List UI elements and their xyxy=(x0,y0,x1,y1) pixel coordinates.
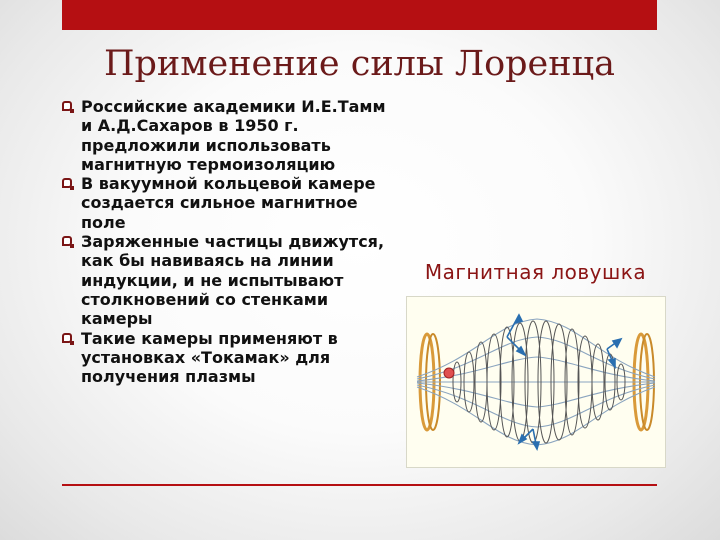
bottom-accent-rule xyxy=(62,484,657,486)
bullet-item xyxy=(62,232,397,328)
bullet-text: В вакуумной кольцевой камере создается сильное магнитное поле xyxy=(81,174,376,232)
charged-particle-icon xyxy=(444,368,454,378)
checkbox-bullet-icon xyxy=(62,178,72,188)
bullet-item xyxy=(62,97,397,174)
magnetic-trap-illustration xyxy=(406,296,666,468)
checkbox-bullet-icon xyxy=(62,101,72,111)
magnetic-trap-drawing xyxy=(407,297,665,467)
bullet-list xyxy=(62,97,397,386)
figure-caption: Магнитная ловушка xyxy=(424,260,647,284)
bullet-item xyxy=(62,174,397,232)
bullet-text: Российские академики И.Е.Тамм и А.Д.Сахаров в 1950 г. предложили использовать магнитную термоизоляцию xyxy=(81,97,386,174)
bullet-item xyxy=(62,329,397,387)
bullet-text: Заряженные частицы движутся, как бы навиваясь на линии индукции, и не испытывают столкновений со стенками камеры xyxy=(81,232,385,329)
checkbox-bullet-icon xyxy=(62,333,72,343)
bullet-text: Такие камеры применяют в установках «Токамак» для получения плазмы xyxy=(81,328,338,387)
slide-title: Применение силы Лоренца xyxy=(104,44,615,84)
top-accent-band xyxy=(62,0,657,30)
checkbox-bullet-icon xyxy=(62,236,72,246)
